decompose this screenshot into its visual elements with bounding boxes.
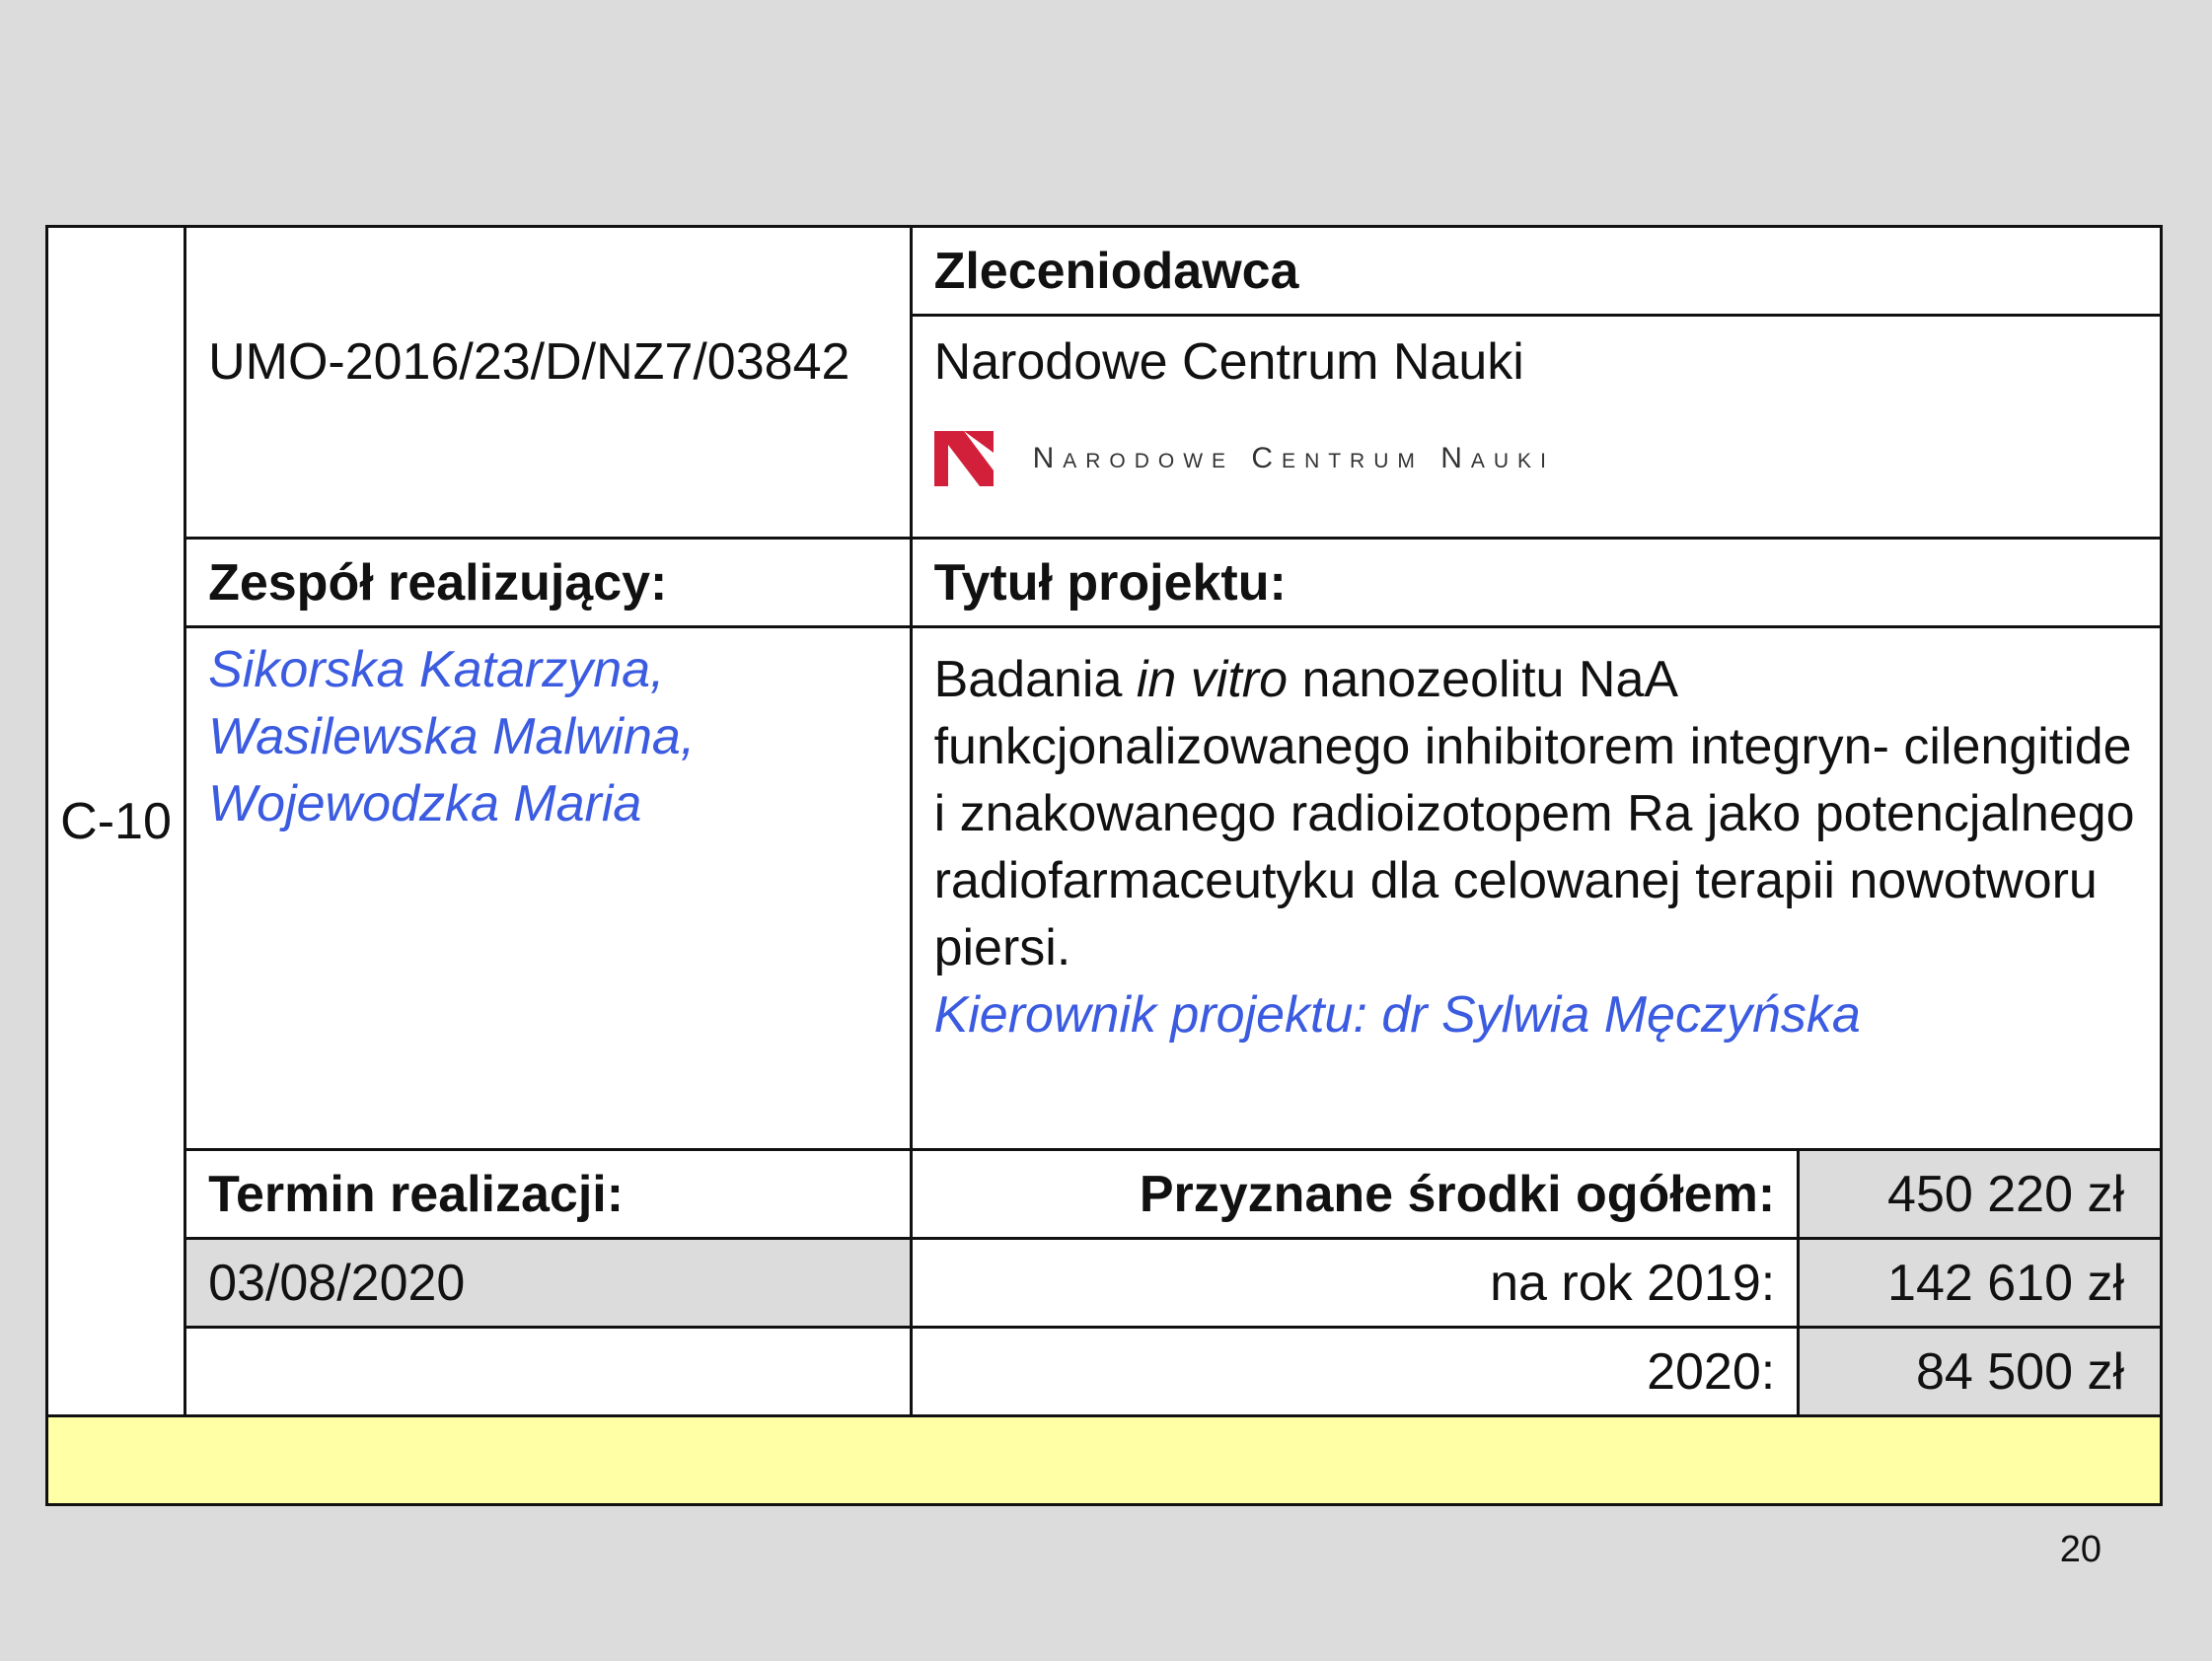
highlight-row — [47, 1416, 2162, 1505]
ncn-logo — [934, 431, 2138, 486]
project-card — [45, 225, 2163, 1506]
funds-total-value: 450 220 zł — [1799, 1150, 2162, 1239]
empty-cell — [185, 1328, 911, 1416]
funds-2019-label: na rok 2019: — [911, 1239, 1799, 1328]
deadline-value: 03/08/2020 — [185, 1239, 911, 1328]
team-member: Wojewodzka Maria — [208, 775, 642, 832]
funds-2020-value: 84 500 zł — [1799, 1328, 2162, 1416]
contract-number: UMO-2016/23/D/NZ7/03842 — [185, 227, 911, 539]
ncn-logo-text: Narodowe Centrum Nauki — [1032, 442, 1555, 474]
sponsor-cell — [911, 316, 2161, 539]
project-leader: Kierownik projektu: dr Sylwia Męczyńska — [933, 986, 1861, 1044]
team-member: Wasilewska Malwina, — [208, 708, 696, 765]
page-number: 20 — [2059, 1529, 2101, 1570]
sponsor-header: Zleceniodawca — [911, 227, 2161, 316]
team-header: Zespół realizujący: — [185, 539, 911, 627]
sponsor-name: Narodowe Centrum Nauki — [933, 333, 1524, 391]
funds-2019-value: 142 610 zł — [1799, 1239, 2162, 1328]
entry-id: C-10 — [47, 227, 185, 1416]
team-members — [185, 627, 911, 1150]
title-header: Tytuł projektu: — [911, 539, 2161, 627]
team-member: Sikorska Katarzyna, — [208, 641, 665, 698]
title-text-2: nanozeolitu NaA funkcjonalizowanego inhibitorem integryn- cilengitide i znakowanego radioizotopem Ra jako potencjalnego radiofarmaceutyku dla celowanej terapii nowotworu piersi. — [933, 651, 2135, 976]
funds-total-label: Przyznane środki ogółem: — [911, 1150, 1799, 1239]
title-italic: in vitro — [1136, 651, 1289, 708]
deadline-header: Termin realizacji: — [185, 1150, 911, 1239]
funds-2020-label: 2020: — [911, 1328, 1799, 1416]
project-title — [911, 627, 2161, 1150]
ncn-logo-icon — [934, 431, 994, 486]
title-text-1: Badania — [933, 651, 1137, 708]
